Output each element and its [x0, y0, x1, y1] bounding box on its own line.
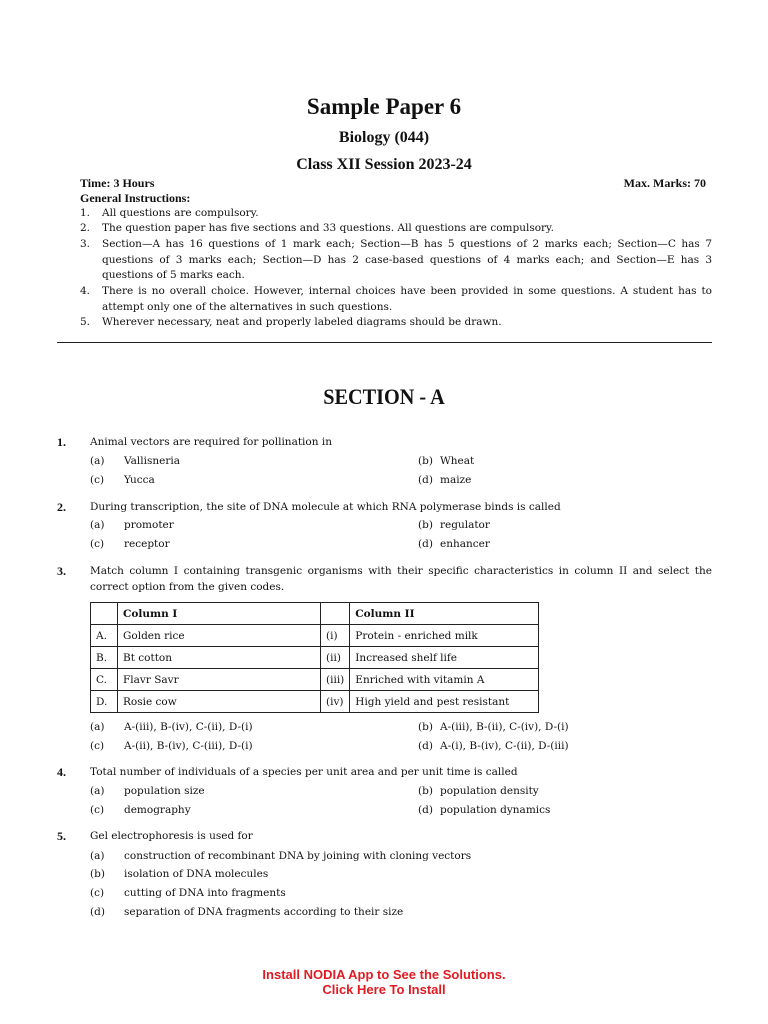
- instruction-item: [80, 284, 712, 315]
- option-c: (c) demography: [90, 804, 191, 816]
- option-a: (a) promoter: [90, 519, 174, 531]
- question-number: 3.: [57, 564, 66, 578]
- question-number: 5.: [57, 829, 66, 843]
- column-header: Column II: [350, 603, 539, 625]
- question-4: [57, 765, 712, 781]
- table-row: D. Rosie cow (iv) High yield and pest resistant: [91, 691, 539, 713]
- option-b: (b) Wheat: [418, 455, 475, 467]
- instruction-number: 5.: [80, 316, 91, 328]
- instruction-number: 2.: [80, 222, 91, 234]
- instruction-item: [80, 315, 712, 331]
- question-1: [57, 435, 712, 451]
- subject-heading: Biology (044): [338, 129, 430, 146]
- column-header: Column I: [118, 603, 321, 625]
- click-to-install-link[interactable]: Click Here To Install: [322, 982, 446, 997]
- instruction-text: All questions are compulsory.: [102, 207, 259, 219]
- question-text: Match column I containing transgenic organisms with their specific characteristics in column II and select the correct option from the given codes.: [90, 565, 712, 593]
- question-3: [57, 564, 712, 595]
- option-a: (a) construction of recombinant DNA by joining with cloning vectors: [90, 850, 472, 862]
- option-a: (a) population size: [90, 785, 205, 797]
- option-b: (b) population density: [418, 785, 539, 797]
- option-b: (b) regulator: [418, 519, 490, 531]
- general-instructions-label: General Instructions:: [80, 191, 191, 205]
- question-text: During transcription, the site of DNA molecule at which RNA polymerase binds is called: [90, 501, 561, 513]
- question-text: Animal vectors are required for pollination in: [90, 436, 332, 448]
- question-number: 2.: [57, 500, 66, 514]
- instruction-item: [80, 221, 712, 237]
- table-row: C. Flavr Savr (iii) Enriched with vitamin A: [91, 669, 539, 691]
- instruction-item: [80, 237, 712, 284]
- install-app-text[interactable]: Install NODIA App to See the Solutions.: [262, 967, 506, 982]
- table-row: A. Golden rice (i) Protein - enriched milk: [91, 625, 539, 647]
- match-table: [90, 602, 539, 713]
- question-5: [57, 829, 712, 845]
- option-b: (b) isolation of DNA molecules: [90, 868, 269, 880]
- divider-line: [57, 342, 712, 343]
- option-a: (a) A-(iii), B-(iv), C-(ii), D-(i): [90, 721, 253, 733]
- option-c: (c) receptor: [90, 538, 170, 550]
- install-app-banner[interactable]: [0, 967, 768, 997]
- option-d: (d) A-(i), B-(iv), C-(ii), D-(iii): [418, 740, 569, 752]
- question-2: [57, 500, 712, 516]
- question-number: 4.: [57, 765, 66, 779]
- option-c: (c) A-(ii), B-(iv), C-(iii), D-(i): [90, 740, 253, 752]
- paper-title: Sample Paper 6: [306, 94, 462, 119]
- option-c: (c) Yucca: [90, 474, 155, 486]
- instruction-number: 1.: [80, 207, 91, 219]
- section-heading: SECTION - A: [323, 384, 445, 409]
- instruction-number: 3.: [80, 238, 91, 250]
- instruction-item: [80, 206, 712, 222]
- table-row: B. Bt cotton (ii) Increased shelf life: [91, 647, 539, 669]
- question-text: Gel electrophoresis is used for: [90, 830, 253, 842]
- option-d: (d) separation of DNA fragments according to their size: [90, 906, 404, 918]
- instruction-number: 4.: [80, 285, 91, 297]
- time-label: Time: 3 Hours: [80, 176, 155, 190]
- option-c: (c) cutting of DNA into fragments: [90, 887, 286, 899]
- max-marks-label: Max. Marks: 70: [623, 176, 706, 190]
- table-header-row: [91, 603, 539, 625]
- question-number: 1.: [57, 435, 66, 449]
- instruction-text: There is no overall choice. However, internal choices have been provided in some questions. A student has to attempt only one of the alternatives in such questions.: [102, 285, 712, 313]
- question-text: Total number of individuals of a species per unit area and per unit time is called: [90, 766, 518, 778]
- option-d: (d) enhancer: [418, 538, 490, 550]
- option-d: (d) maize: [418, 474, 472, 486]
- option-d: (d) population dynamics: [418, 804, 551, 816]
- option-a: (a) Vallisneria: [90, 455, 180, 467]
- instruction-text: Wherever necessary, neat and properly labeled diagrams should be drawn.: [102, 316, 502, 328]
- instruction-text: The question paper has five sections and 33 questions. All questions are compulsory.: [102, 222, 554, 234]
- session-heading: Class XII Session 2023-24: [296, 156, 472, 173]
- option-b: (b) A-(iii), B-(ii), C-(iv), D-(i): [418, 721, 569, 733]
- instruction-text: Section—A has 16 questions of 1 mark each; Section—B has 5 questions of 2 marks each; Section—C has 7 questions of 3 marks each; Section—D has 2 case-based questions of 4 marks each; and Section—E has 3 questions of 5 marks each.: [102, 238, 712, 281]
